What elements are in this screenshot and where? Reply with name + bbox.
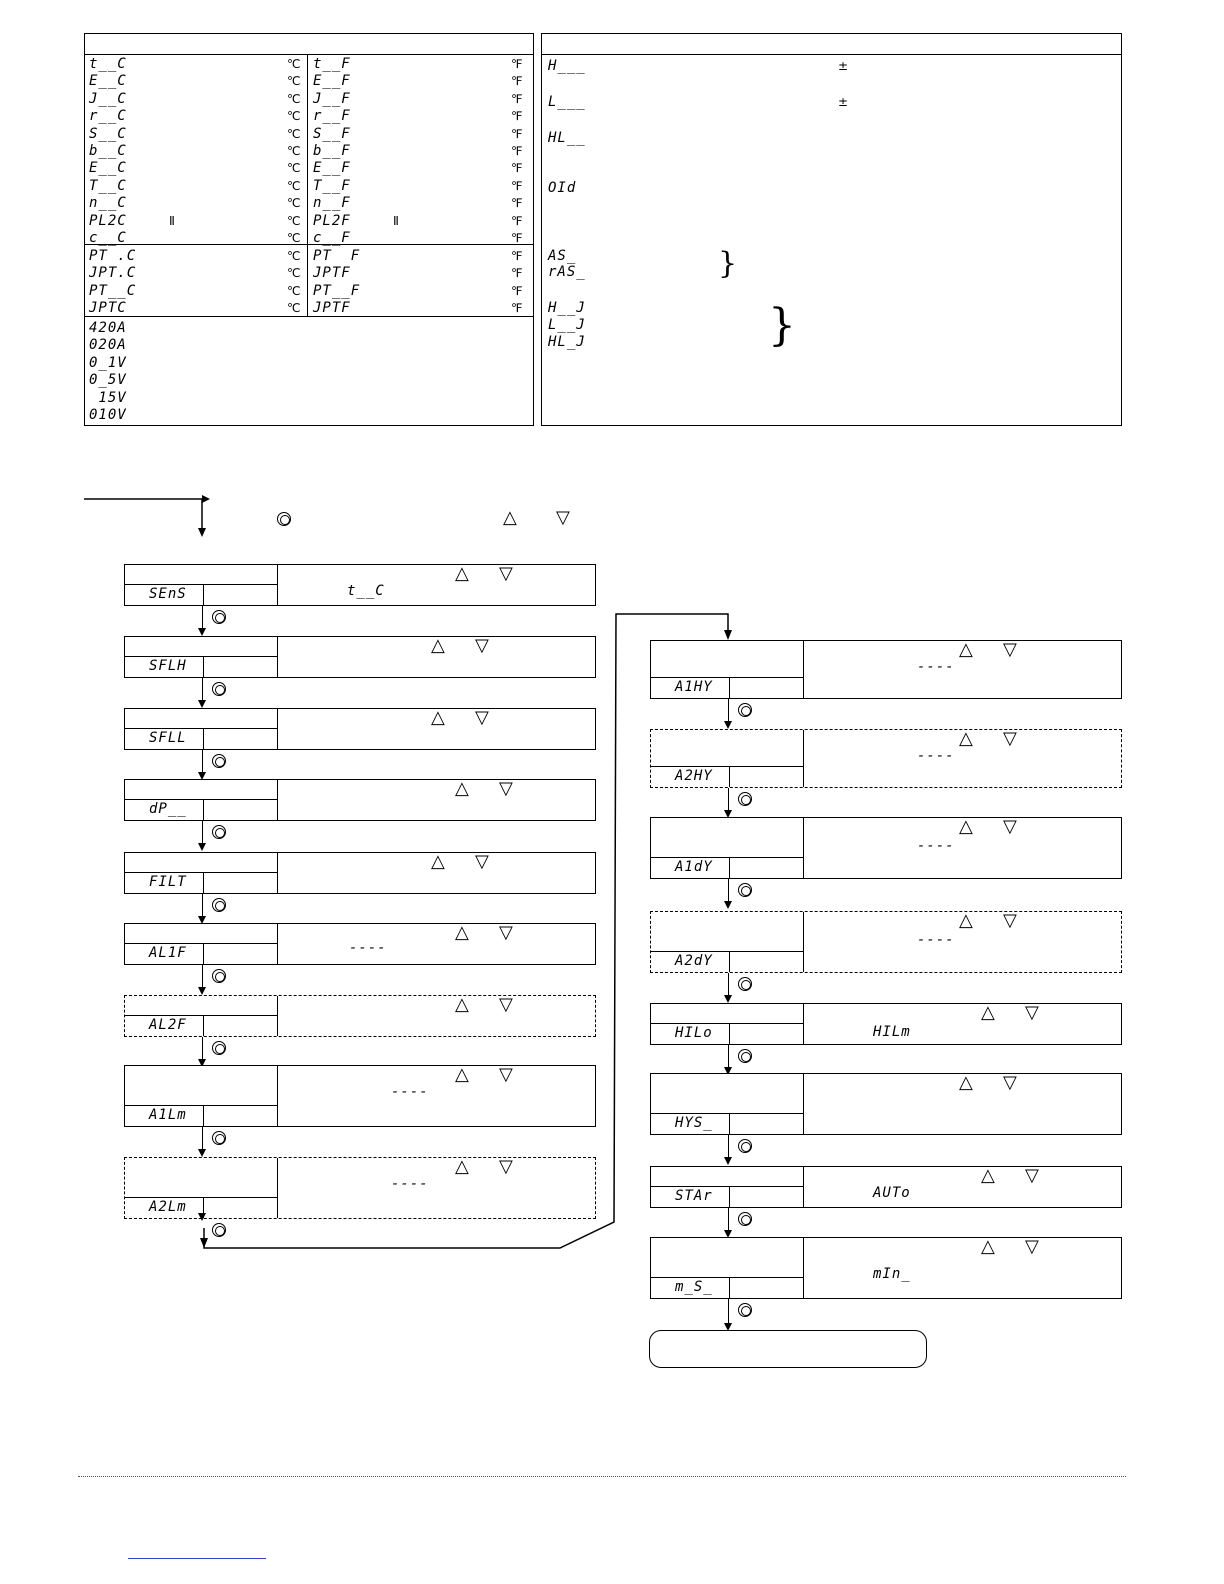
sensor-code[interactable]: 0_1V xyxy=(89,354,127,371)
step-code[interactable]: A1dY xyxy=(675,859,713,875)
step-value[interactable]: ---- xyxy=(917,932,955,948)
sensor-code[interactable]: t__F xyxy=(313,56,351,72)
step-code[interactable]: AL1F xyxy=(149,945,187,961)
step-code[interactable]: A1HY xyxy=(675,679,713,695)
sensor-code[interactable]: n__F xyxy=(313,195,351,212)
sensor-code[interactable]: PT .C xyxy=(89,248,137,264)
step-code[interactable]: STAr xyxy=(675,1188,713,1204)
alarm-code-h: H___ xyxy=(548,58,586,74)
sensor-code[interactable]: E__F xyxy=(313,73,351,90)
down-key-icon[interactable]: ▽ xyxy=(499,1064,513,1085)
step-code[interactable]: FILT xyxy=(149,874,187,890)
step-value[interactable]: t__C xyxy=(347,583,385,599)
up-key-icon: △ xyxy=(503,507,517,528)
sensor-code[interactable]: PL2F xyxy=(313,212,351,229)
unit-symbol[interactable]: ℃ xyxy=(287,91,301,106)
down-key-icon[interactable]: ▽ xyxy=(499,563,513,584)
unit-symbol[interactable]: ℃ xyxy=(287,283,301,298)
unit-symbol[interactable]: ℃ xyxy=(287,301,301,316)
step-value[interactable]: ---- xyxy=(391,1176,429,1192)
alarm-code-l: L___ xyxy=(548,94,586,110)
unit-symbol[interactable]: ℉ xyxy=(511,126,523,141)
sensor-code[interactable]: T__F xyxy=(313,177,351,194)
sensor-code[interactable]: 010V xyxy=(89,407,127,423)
pl2-mark[interactable]: Ⅱ xyxy=(169,213,175,228)
alarm-code-hj: H__J xyxy=(548,300,586,316)
sensor-code[interactable]: JPTC xyxy=(89,300,127,317)
down-key-icon[interactable]: ▽ xyxy=(1003,728,1017,749)
down-key-icon[interactable]: ▽ xyxy=(1003,1072,1017,1093)
sensor-code[interactable]: 420A xyxy=(89,320,127,336)
step-value[interactable]: ---- xyxy=(391,1084,429,1100)
sensor-code[interactable]: J__F xyxy=(313,90,351,107)
sensor-code[interactable]: n__C xyxy=(89,195,127,212)
step-value[interactable]: mIn_ xyxy=(873,1266,911,1282)
unit-symbol[interactable]: ℃ xyxy=(287,231,301,245)
unit-symbol[interactable]: ℃ xyxy=(287,109,301,124)
up-key-icon[interactable]: △ xyxy=(455,994,469,1015)
up-key-icon[interactable]: △ xyxy=(959,910,973,931)
step-code[interactable]: dP__ xyxy=(149,801,187,817)
up-key-icon[interactable]: △ xyxy=(455,563,469,584)
down-key-icon[interactable]: ▽ xyxy=(1025,1165,1039,1186)
unit-symbol[interactable]: ℉ xyxy=(511,57,523,71)
down-key-icon[interactable]: ▽ xyxy=(475,851,489,872)
down-key-icon[interactable]: ▽ xyxy=(1003,816,1017,837)
up-key-icon[interactable]: △ xyxy=(959,728,973,749)
down-key-icon[interactable]: ▽ xyxy=(1003,910,1017,931)
sensor-code[interactable]: c__C xyxy=(89,230,127,246)
down-key-icon[interactable]: ▽ xyxy=(1025,1002,1039,1023)
brace-2: } xyxy=(768,300,796,351)
unit-symbol[interactable]: ℃ xyxy=(287,126,301,141)
unit-symbol[interactable]: ℃ xyxy=(287,196,301,211)
down-key-icon[interactable]: ▽ xyxy=(499,994,513,1015)
unit-symbol[interactable]: ℃ xyxy=(287,249,301,263)
up-key-icon[interactable]: △ xyxy=(455,1156,469,1177)
unit-symbol[interactable]: ℃ xyxy=(287,74,301,89)
alarm-code-as: AS_ xyxy=(548,248,577,264)
sensor-code[interactable]: r__F xyxy=(313,108,351,125)
alarm-code-ras: rAS_ xyxy=(548,264,586,280)
unit-symbol[interactable]: ℃ xyxy=(287,213,301,228)
step-code[interactable]: AL2F xyxy=(149,1017,187,1033)
sensor-code[interactable]: PT__C xyxy=(89,282,137,299)
alarm-code-hlj: HL_J xyxy=(548,334,586,350)
unit-symbol[interactable]: ℉ xyxy=(511,231,523,245)
step-code[interactable]: m_S_ xyxy=(675,1279,713,1295)
plusminus-2: ± xyxy=(838,95,849,109)
sensor-code[interactable]: E__F xyxy=(313,160,351,177)
pl2-mark[interactable]: Ⅱ xyxy=(393,213,399,228)
step-code[interactable]: SFLL xyxy=(149,730,187,746)
sensor-code[interactable]: T__C xyxy=(89,177,127,194)
down-key-icon[interactable]: ▽ xyxy=(1025,1236,1039,1257)
sensor-code[interactable]: PL2C xyxy=(89,212,127,229)
up-key-icon[interactable]: △ xyxy=(981,1002,995,1023)
unit-symbol[interactable]: ℉ xyxy=(511,74,523,89)
down-key-icon[interactable]: ▽ xyxy=(499,778,513,799)
down-key-icon[interactable]: ▽ xyxy=(499,922,513,943)
step-code[interactable]: HILo xyxy=(675,1025,713,1041)
step-value[interactable]: AUTo xyxy=(873,1185,911,1201)
unit-symbol[interactable]: ℃ xyxy=(287,144,301,158)
sensor-code[interactable]: 15V xyxy=(89,389,127,406)
sensor-code[interactable]: t__C xyxy=(89,56,127,72)
unit-symbol[interactable]: ℃ xyxy=(287,266,301,281)
step-value[interactable]: ---- xyxy=(349,940,387,956)
step-value[interactable]: HILm xyxy=(873,1024,911,1040)
alarm-code-hl: HL__ xyxy=(548,130,586,146)
sensor-code[interactable]: r__C xyxy=(89,108,127,125)
step-value[interactable]: ---- xyxy=(917,838,955,854)
footer-link-underline[interactable] xyxy=(128,1558,266,1559)
sensor-code[interactable]: 020A xyxy=(89,337,127,354)
down-key-icon[interactable]: ▽ xyxy=(475,635,489,656)
up-key-icon[interactable]: △ xyxy=(455,1064,469,1085)
sensor-code[interactable]: J__C xyxy=(89,90,127,107)
step-code[interactable]: A2HY xyxy=(675,768,713,784)
up-key-icon[interactable]: △ xyxy=(431,635,445,656)
step-value[interactable]: ---- xyxy=(917,659,955,675)
up-key-icon[interactable]: △ xyxy=(981,1165,995,1186)
step-code[interactable]: A2dY xyxy=(675,953,713,969)
sensor-code[interactable]: c__F xyxy=(313,230,351,246)
sensor-code[interactable]: PT F xyxy=(313,248,361,264)
step-code[interactable]: SEnS xyxy=(149,586,187,602)
step-value[interactable]: ---- xyxy=(917,748,955,764)
up-key-icon[interactable]: △ xyxy=(959,1072,973,1093)
up-key-icon[interactable]: △ xyxy=(959,816,973,837)
sensor-code[interactable]: S__F xyxy=(313,125,351,142)
sensor-code[interactable]: 0_5V xyxy=(89,372,127,389)
alarm-code-oid: OId xyxy=(548,180,577,196)
down-key-icon[interactable]: ▽ xyxy=(475,707,489,728)
unit-symbol[interactable]: ℉ xyxy=(511,178,523,193)
sensor-code[interactable]: JPTF xyxy=(313,300,351,317)
end-box xyxy=(649,1330,927,1368)
sensor-code[interactable]: E__C xyxy=(89,160,127,177)
unit-symbol[interactable]: ℉ xyxy=(511,161,523,176)
unit-symbol[interactable]: ℉ xyxy=(511,144,523,158)
step-code[interactable]: A2Lm xyxy=(149,1199,187,1215)
down-key-icon: ▽ xyxy=(556,507,570,528)
unit-symbol[interactable]: ℃ xyxy=(287,57,301,71)
sensor-code[interactable]: E__C xyxy=(89,73,127,90)
up-key-icon[interactable]: △ xyxy=(431,851,445,872)
sensor-code[interactable]: S__C xyxy=(89,125,127,142)
up-key-icon[interactable]: △ xyxy=(981,1236,995,1257)
unit-symbol[interactable]: ℉ xyxy=(511,249,523,263)
unit-symbol[interactable]: ℉ xyxy=(511,109,523,124)
unit-symbol[interactable]: ℉ xyxy=(511,91,523,106)
step-code[interactable]: A1Lm xyxy=(149,1107,187,1123)
unit-symbol[interactable]: ℉ xyxy=(511,213,523,228)
up-key-icon[interactable]: △ xyxy=(431,707,445,728)
sensor-code[interactable]: JPTF xyxy=(313,265,351,282)
sensor-code[interactable]: PT__F xyxy=(313,282,361,299)
unit-symbol[interactable]: ℃ xyxy=(287,161,301,176)
unit-symbol[interactable]: ℉ xyxy=(511,283,523,298)
alarm-code-lj: L__J xyxy=(548,317,586,333)
brace-1: } xyxy=(718,246,738,281)
unit-symbol[interactable]: ℉ xyxy=(511,301,523,316)
footer-divider xyxy=(78,1476,1126,1477)
step-code[interactable]: HYS_ xyxy=(675,1115,713,1131)
sensor-code[interactable]: JPT.C xyxy=(89,265,137,282)
plusminus-1: ± xyxy=(838,59,849,73)
up-key-icon[interactable]: △ xyxy=(455,922,469,943)
up-key-icon[interactable]: △ xyxy=(455,778,469,799)
unit-symbol[interactable]: ℉ xyxy=(511,266,523,281)
down-key-icon[interactable]: ▽ xyxy=(499,1156,513,1177)
sensor-code[interactable]: b__C xyxy=(89,143,127,159)
unit-symbol[interactable]: ℉ xyxy=(511,196,523,211)
up-key-icon[interactable]: △ xyxy=(959,639,973,660)
step-code[interactable]: SFLH xyxy=(149,658,187,674)
sensor-code[interactable]: b__F xyxy=(313,143,351,159)
down-key-icon[interactable]: ▽ xyxy=(1003,639,1017,660)
unit-symbol[interactable]: ℃ xyxy=(287,178,301,193)
